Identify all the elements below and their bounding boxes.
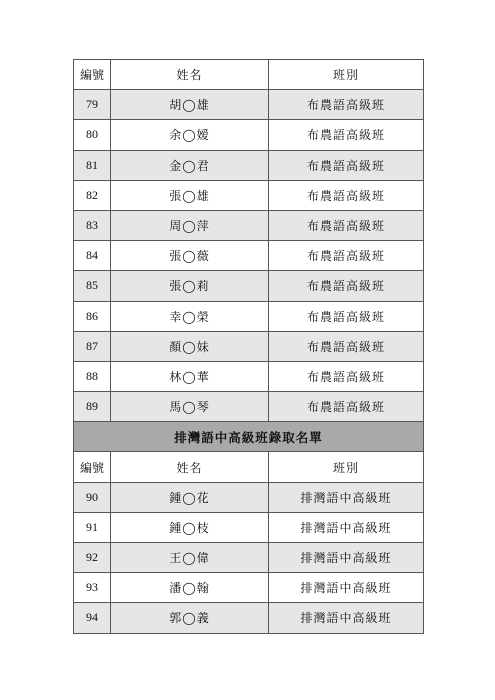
row-number: 87: [74, 331, 111, 361]
table-row: [74, 150, 424, 180]
table-row: [74, 603, 424, 633]
row-class: 排灣語中高級班: [269, 603, 424, 633]
row-number: 82: [74, 180, 111, 210]
table-row: [74, 482, 424, 512]
header-row: [74, 452, 424, 482]
row-class: 排灣語中高級班: [269, 543, 424, 573]
row-class: 布農語高級班: [269, 392, 424, 422]
row-name: 鍾◯花: [111, 482, 269, 512]
row-class: 布農語高級班: [269, 210, 424, 240]
row-number: 91: [74, 512, 111, 542]
section-title-row: [74, 422, 424, 452]
row-class: 布農語高級班: [269, 331, 424, 361]
row-number: 93: [74, 573, 111, 603]
row-name: 胡◯雄: [111, 90, 269, 120]
table-row: [74, 90, 424, 120]
table-row: [74, 361, 424, 391]
table-row: [74, 180, 424, 210]
row-name: 幸◯榮: [111, 301, 269, 331]
section-title: 排灣語中高級班錄取名單: [74, 422, 424, 452]
table-row: [74, 331, 424, 361]
row-name: 張◯雄: [111, 180, 269, 210]
row-name: 王◯偉: [111, 543, 269, 573]
row-class: 布農語高級班: [269, 361, 424, 391]
table-row: [74, 543, 424, 573]
table-row: [74, 241, 424, 271]
row-name: 郭◯義: [111, 603, 269, 633]
row-class: 布農語高級班: [269, 120, 424, 150]
table-row: [74, 573, 424, 603]
row-name: 張◯莉: [111, 271, 269, 301]
header-class: 班別: [269, 60, 424, 90]
row-number: 94: [74, 603, 111, 633]
row-name: 金◯君: [111, 150, 269, 180]
row-number: 85: [74, 271, 111, 301]
header-row: [74, 60, 424, 90]
row-number: 90: [74, 482, 111, 512]
row-number: 89: [74, 392, 111, 422]
row-number: 79: [74, 90, 111, 120]
row-number: 92: [74, 543, 111, 573]
header-class: 班別: [269, 452, 424, 482]
roster-body: [74, 60, 424, 634]
row-class: 排灣語中高級班: [269, 573, 424, 603]
row-name: 鍾◯枝: [111, 512, 269, 542]
row-number: 80: [74, 120, 111, 150]
admission-roster-table: [73, 59, 424, 634]
row-class: 布農語高級班: [269, 301, 424, 331]
row-class: 排灣語中高級班: [269, 512, 424, 542]
row-class: 布農語高級班: [269, 150, 424, 180]
row-number: 84: [74, 241, 111, 271]
row-name: 顏◯妹: [111, 331, 269, 361]
row-class: 布農語高級班: [269, 90, 424, 120]
table-row: [74, 512, 424, 542]
row-name: 馬◯琴: [111, 392, 269, 422]
row-number: 86: [74, 301, 111, 331]
row-class: 布農語高級班: [269, 180, 424, 210]
row-number: 88: [74, 361, 111, 391]
header-name: 姓名: [111, 452, 269, 482]
row-class: 布農語高級班: [269, 271, 424, 301]
table-row: [74, 271, 424, 301]
header-number: 編號: [74, 452, 111, 482]
row-class: 布農語高級班: [269, 241, 424, 271]
row-name: 周◯萍: [111, 210, 269, 240]
row-name: 潘◯翰: [111, 573, 269, 603]
row-class: 排灣語中高級班: [269, 482, 424, 512]
row-name: 張◯薇: [111, 241, 269, 271]
row-number: 81: [74, 150, 111, 180]
table-row: [74, 392, 424, 422]
table-row: [74, 210, 424, 240]
header-name: 姓名: [111, 60, 269, 90]
table-row: [74, 120, 424, 150]
row-name: 林◯華: [111, 361, 269, 391]
header-number: 編號: [74, 60, 111, 90]
row-number: 83: [74, 210, 111, 240]
row-name: 余◯嫒: [111, 120, 269, 150]
table-row: [74, 301, 424, 331]
